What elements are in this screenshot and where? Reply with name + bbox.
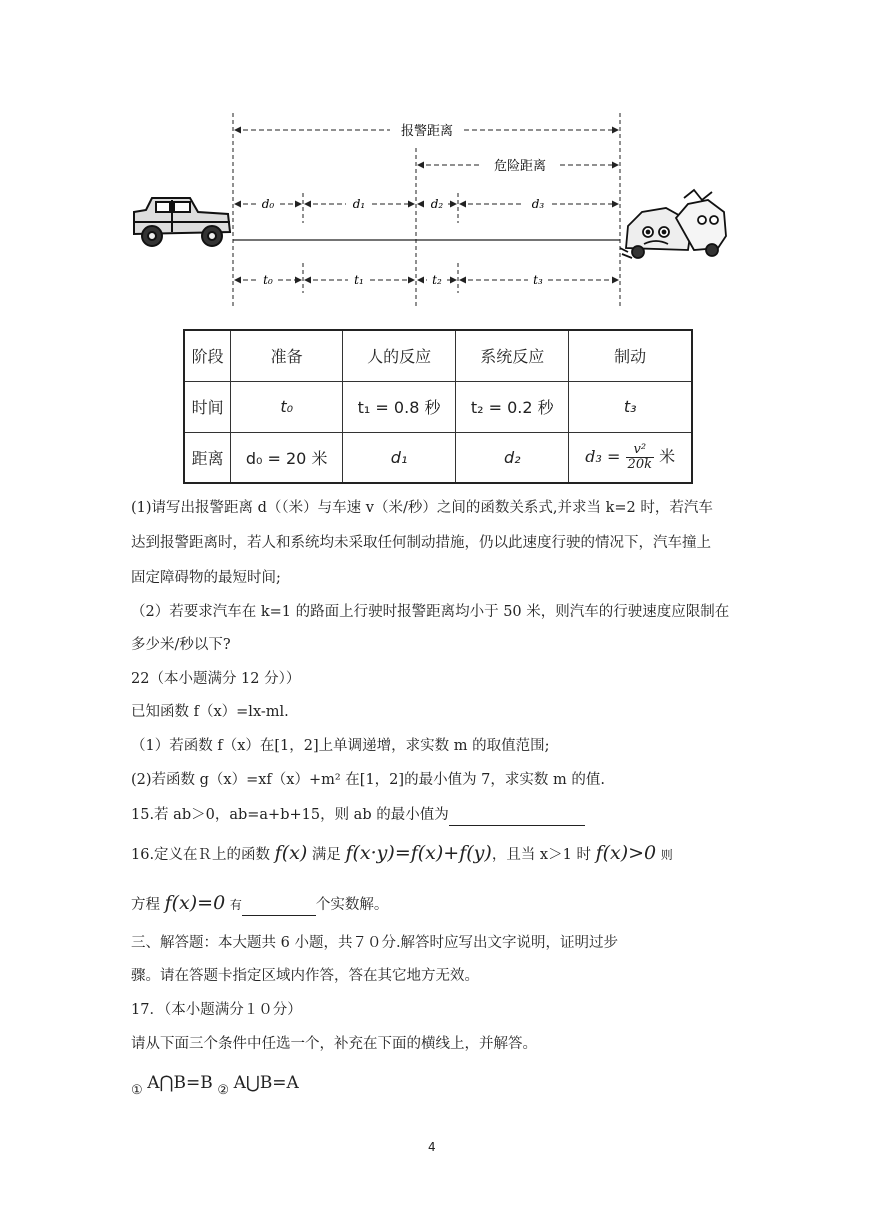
- problem-17-instruction: 请从下面三个条件中任选一个，补充在下面的横线上，并解答。: [131, 1036, 537, 1052]
- problem-16-line1: [131, 843, 673, 865]
- formula-functional-equation: f(x·y)=f(x)+f(y): [345, 842, 492, 864]
- formula-fx-zero: f(x)=0: [164, 892, 226, 914]
- problem-22-statement: 已知函数 f（x）=lx-ml.: [131, 704, 289, 720]
- danger-distance-label: 危险距离: [493, 159, 547, 174]
- table-cell: 距离: [184, 432, 231, 483]
- table-cell: 时间: [184, 381, 231, 432]
- table-cell: t₀: [231, 381, 343, 432]
- table-cell: t₃: [569, 381, 692, 432]
- problem-16-text: 有: [229, 898, 242, 912]
- section-3-heading-line1: 三、解答题：本大题共 6 小题，共７０分.解答时应写出文字说明，证明过步: [131, 935, 619, 951]
- problem-21-part2-line2: 多少米/秒以下?: [131, 637, 231, 653]
- condition-2-expression: A⋃B=A: [233, 1073, 299, 1093]
- table-row-distance: [184, 432, 692, 483]
- problem-16-line2: [131, 893, 388, 916]
- table-header-row: [184, 330, 692, 381]
- table-cell: d₀ = 20 米: [231, 432, 343, 483]
- table-cell-d3: [569, 432, 692, 483]
- problem-16-text: 方程: [131, 897, 160, 913]
- problem-16-text: 个实数解。: [315, 897, 389, 913]
- alarm-distance-label: 报警距离: [400, 124, 454, 139]
- problem-17-conditions: [131, 1073, 299, 1101]
- crashed-car-icon: [620, 190, 726, 258]
- table-cell: 系统反应: [456, 330, 569, 381]
- problem-21-part2-line1: （2）若要求汽车在 k=1 的路面上行驶时报警距离均小于 50 米，则汽车的行驶速度应限制在: [131, 604, 730, 620]
- section-3-heading-line2: 骤。请在答题卡指定区域内作答，答在其它地方无效。: [131, 968, 479, 984]
- condition-1-number: ①: [131, 1083, 143, 1098]
- problem-17-title: 17．（本小题满分１０分）: [131, 1002, 302, 1018]
- condition-1-expression: A⋂B=B: [147, 1073, 213, 1093]
- t3-label: t₃: [533, 273, 543, 287]
- problem-15-text: 15.若 ab＞0，ab=a+b+15，则 ab 的最小值为: [131, 807, 449, 823]
- formula-fx-positive: f(x)>0: [595, 842, 657, 864]
- d3-fraction: [626, 443, 654, 472]
- problem-22-part1: （1）若函数 f（x）在[1，2]上单调递增，求实数 m 的取值范围;: [131, 738, 550, 754]
- problem-21-part1-line3: 固定障碍物的最短时间;: [131, 570, 281, 586]
- table-cell: t₂ = 0.2 秒: [456, 381, 569, 432]
- problem-21-part1-line2: 达到报警距离时，若人和系统均未采取任何制动措施，仍以此速度行驶的情况下，汽车撞上: [131, 535, 711, 551]
- condition-2-number: ②: [217, 1083, 229, 1098]
- d3-denominator: 20k: [627, 456, 652, 472]
- table-cell: 制动: [569, 330, 692, 381]
- d2-label: d₂: [430, 197, 444, 211]
- t0-label: t₀: [263, 273, 273, 287]
- page-number: 4: [428, 1140, 436, 1154]
- car-icon: [134, 198, 230, 246]
- answer-blank: [449, 805, 585, 826]
- d3-unit: 米: [659, 446, 676, 466]
- table-cell: 准备: [231, 330, 343, 381]
- problem-16-text: 16.定义在Ｒ上的函数: [131, 847, 271, 863]
- problem-15: [131, 805, 585, 826]
- problem-16-text: 满足: [311, 847, 341, 863]
- d0-label: d₀: [261, 197, 275, 211]
- problem-21-part1-line1: (1)请写出报警距离 d（（米）与车速 v（米/秒）之间的函数关系式,并求当 k=2 时，若汽车: [131, 500, 713, 516]
- braking-distance-figure: [128, 108, 738, 313]
- problem-22-part2: (2)若函数 g（x）=xf（x）+m² 在[1，2]的最小值为 7，求实数 m 的值.: [131, 772, 605, 788]
- problem-16-text: 则: [660, 848, 673, 862]
- problem-22-title: 22（本小题满分 12 分））: [131, 671, 301, 687]
- answer-blank: [242, 895, 316, 916]
- d1-label: d₁: [352, 197, 366, 211]
- d3-prefix: d₃ =: [585, 446, 621, 466]
- table-cell: t₁ = 0.8 秒: [342, 381, 455, 432]
- stage-table: [183, 329, 693, 484]
- table-cell: 人的反应: [342, 330, 455, 381]
- problem-16-text: ，且当 x＞1 时: [491, 847, 591, 863]
- t2-label: t₂: [432, 273, 442, 287]
- table-cell: d₁: [342, 432, 455, 483]
- d3-label: d₃: [531, 197, 545, 211]
- t1-label: t₁: [354, 273, 364, 287]
- table-row-time: [184, 381, 692, 432]
- d3-numerator: v²: [626, 443, 654, 458]
- formula-fx: f(x): [274, 842, 308, 864]
- table-cell: d₂: [456, 432, 569, 483]
- table-cell: 阶段: [184, 330, 231, 381]
